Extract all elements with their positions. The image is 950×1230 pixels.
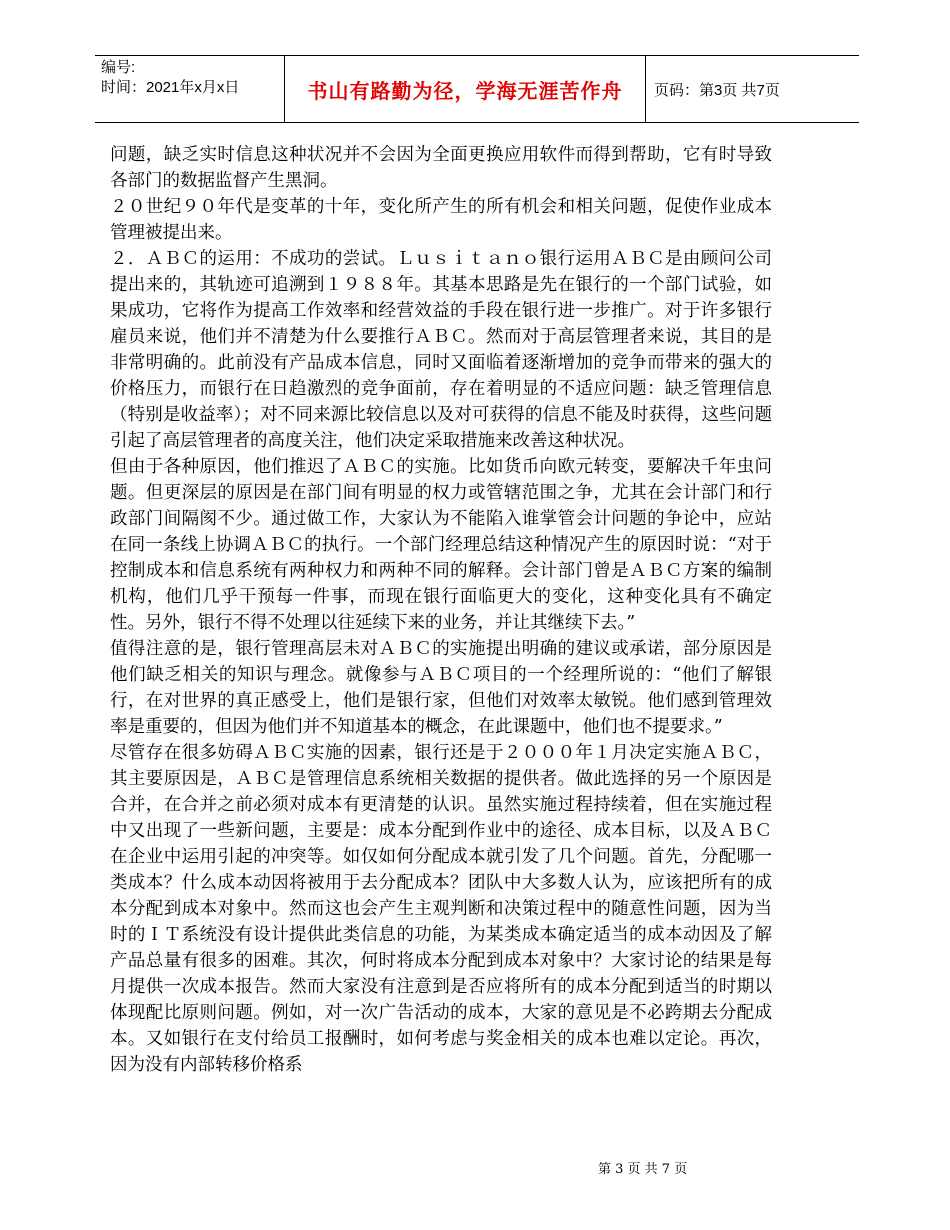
paragraph: 尽管存在很多妨碍ＡＢＣ实施的因素，银行还是于２０００年１月决定实施ＡＢＣ，其主要原因是，ＡＢＣ是管理信息系统相关数据的提供者。做此选择的另一个原因是合并，在合并之前必须对成本有更清楚的认识。虽然实施过程持续着，但在实施过程中又出现了一些新问题，主要是：成本分配到作业中的途径、成本目标，以及ＡＢＣ在企业中运用引起的冲突等。如仅如何分配成本就引发了几个问题。首先，分配哪一类成本？什么成本动因将被用于去分配成本？团队中大多数人认为，应该把所有的成本分配到成本对象中。然而这也会产生主观判断和决策过程中的随意性问题，因为当时的ＩＴ系统没有设计提供此类信息的功能，为某类成本确定适当的成本动因及了解产品总量有很多的困难。其次，何时将成本分配到成本对象中？大家讨论的结果是每月提供一次成本报告。然而大家没有注意到是否应将所有的成本分配到适当的时期以体现配比原则问题。例如，对一次广告活动的成本，大家的意见是不必跨期去分配成本。又如银行在支付给员工报酬时，如何考虑与奖金相关的成本也难以定论。再次，因为没有内部转移价格系 [110,743,772,1075]
paragraph: 但由于各种原因，他们推迟了ＡＢＣ的实施。比如货币向欧元转变，要解决千年虫问题。但更深层的原因是在部门间有明显的权力或管辖范围之争，尤其在会计部门和行政部门间隔阂不少。通过做工作，大家认为不能陷入谁掌管会计问题的争论中，应站在同一条线上协调ＡＢＣ的执行。一个部门经理总结这种情况产生的原因时说：“对于控制成本和信息系统有两种权力和两种不同的解释。会计部门曾是ＡＢＣ方案的编制机构，他们几乎干预每一件事，而现在银行面临更大的变化，这种变化具有不确定性。另外，银行不得不处理以往延续下来的业务，并让其继续下去。” [110,457,772,633]
paragraph: ２．ＡＢＣ的运用：不成功的尝试。Ｌｕｓｉｔａｎｏ银行运用ＡＢＣ是由顾问公司提出来的，其轨迹可追溯到１９８８年。其基本思路是先在银行的一个部门试验，如果成功，它将作为提高工作效率和经营效益的手段在银行进一步推广。对于许多银行雇员来说，他们并不清楚为什么要推行ＡＢＣ。然而对于高层管理者来说，其目的是非常明确的。此前没有产品成本信息，同时又面临着逐渐增加的竞争而带来的强大的价格压力，而银行在日趋激烈的竞争面前，存在着明显的不适应问题：缺乏管理信息（特别是收益率）；对不同来源比较信息以及对可获得的信息不能及时获得，这些问题引起了高层管理者的高度关注，他们决定采取措施来改善这种状况。 [110,249,772,451]
paragraph: 值得注意的是，银行管理高层未对ＡＢＣ的实施提出明确的建议或承诺，部分原因是他们缺乏相关的知识与理念。就像参与ＡＢＣ项目的一个经理所说的：“他们了解银行，在对世界的真正感受上，他们是银行家，但他们对效率太敏锐。他们感到管理效率是重要的，但因为他们并不知道基本的概念，在此课题中，他们也不提要求。” [110,639,772,737]
body-text [110,142,772,1078]
paragraph: ２０世纪９０年代是变革的十年，变化所产生的所有机会和相关问题，促使作业成本管理被提出来。 [110,197,772,243]
doc-number-label: 编号: [101,59,136,76]
page-header [95,55,859,123]
doc-time-label: 时间：2021年x月x日 [101,79,240,96]
page-footer: 第 3 页 共 7 页 [598,1162,688,1177]
header-motto: 书山有路勤为径，学海无涯苦作舟 [285,56,646,122]
header-page-label: 页码：第3页 共7页 [654,81,780,99]
paragraph: 问题，缺乏实时信息这种状况并不会因为全面更换应用软件而得到帮助，它有时导致各部门的数据监督产生黑洞。 [110,145,772,191]
header-meta [95,56,285,122]
